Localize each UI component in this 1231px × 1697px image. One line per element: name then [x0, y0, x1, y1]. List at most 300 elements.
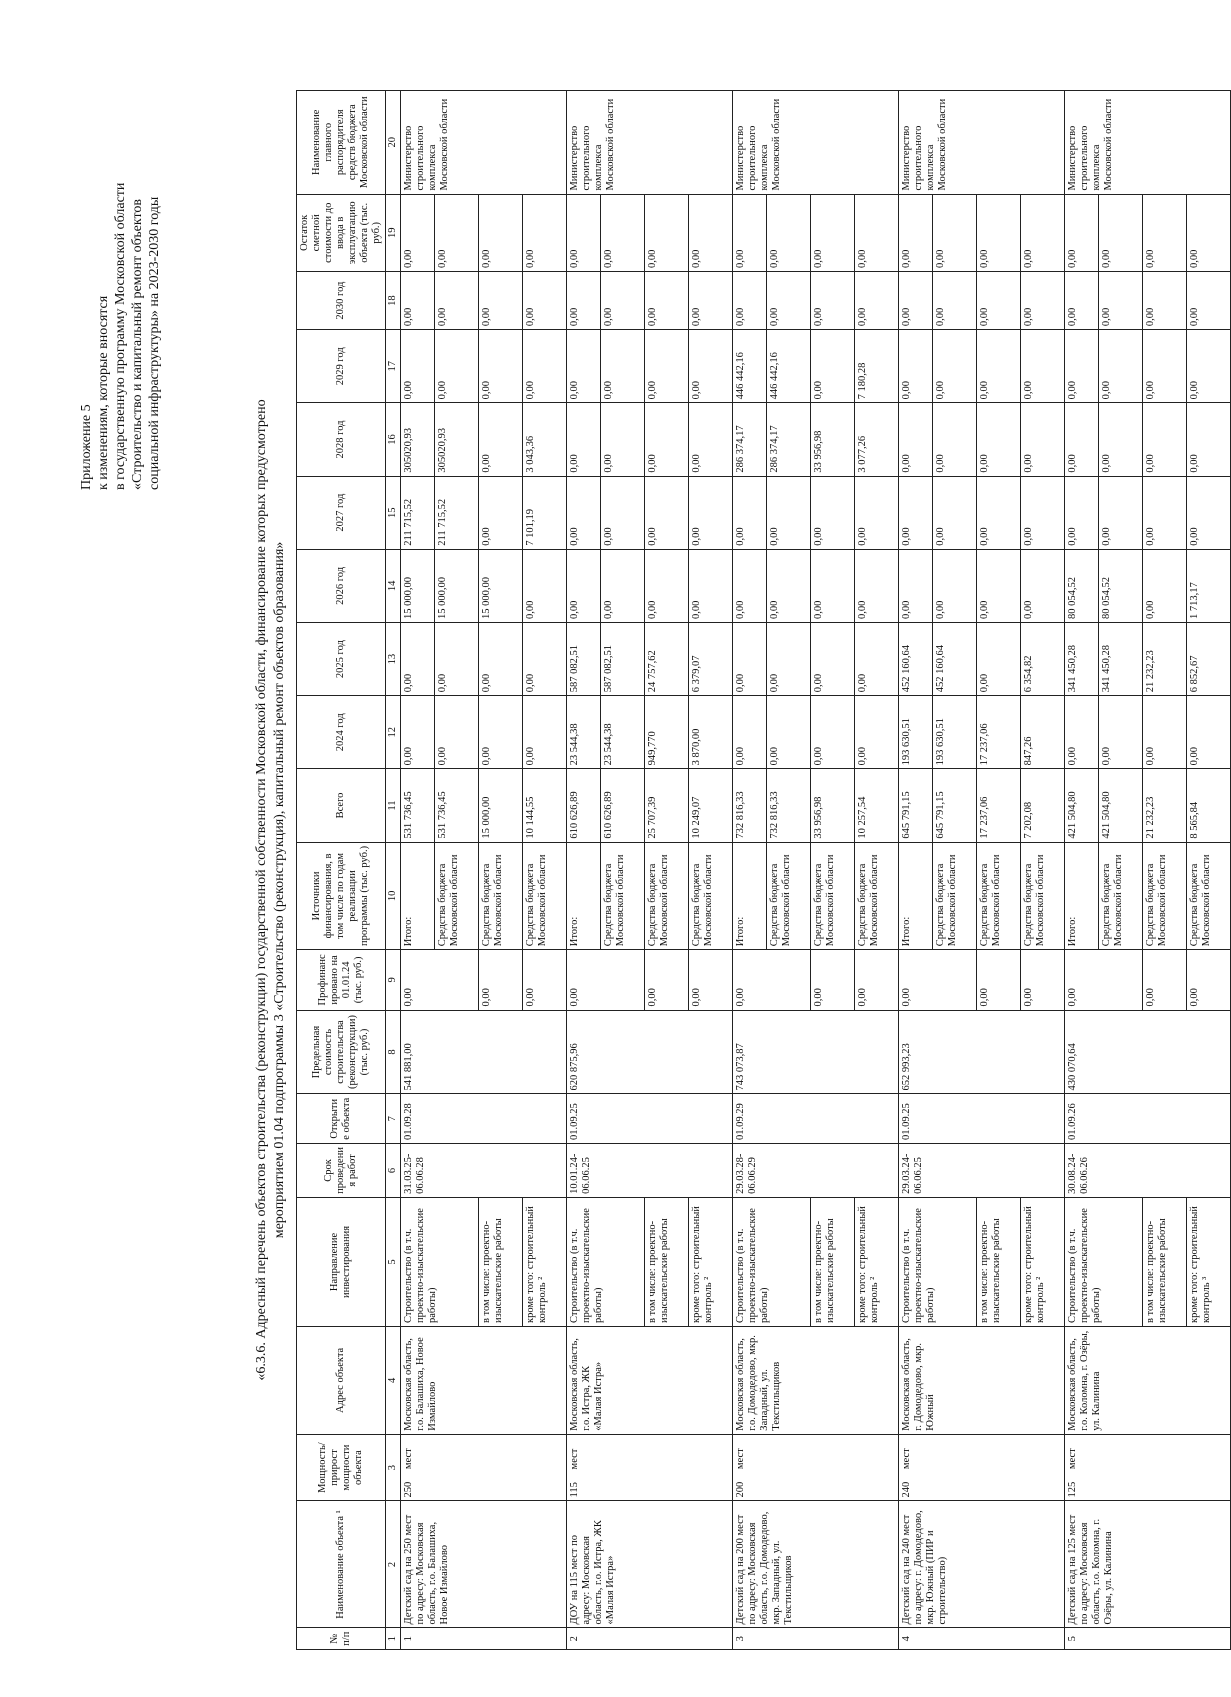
amount-cell: 587 082,51: [567, 622, 601, 695]
amount-cell: 0,00: [645, 330, 689, 403]
investment-direction: Строительство (в т.ч. проектно-изыскательские работы): [899, 1197, 977, 1326]
amount-cell: 0,00: [977, 403, 1021, 476]
limit-cost: 430 070,64: [1065, 1010, 1231, 1094]
appendix-line: к изменениям, которые вносятся: [96, 295, 111, 490]
amount-cell: 10 249,07: [689, 769, 733, 842]
amount-cell: 0,00: [767, 194, 811, 272]
capacity-value: 250: [403, 1481, 414, 1498]
funding-source: Средства бюджета Московской области: [1187, 842, 1231, 950]
amount-cell: 0,00: [733, 696, 767, 769]
financed-to-date: 0,00: [567, 950, 645, 1010]
object-capacity: [733, 1434, 899, 1501]
amount-cell: 193 630,51: [899, 696, 933, 769]
financed-to-date: 0,00: [899, 950, 977, 1010]
object-address: Московская область, г.о. Домодедово, мкр. Западный, ул. Текстильщиков: [733, 1327, 899, 1435]
investment-direction: в том числе: проектно-изыскательские работы: [645, 1197, 689, 1326]
amount-cell: 17 237,06: [977, 769, 1021, 842]
object-capacity: [567, 1434, 733, 1501]
work-period: 30.08.24-06.06.26: [1065, 1144, 1231, 1198]
capacity-unit: мест: [901, 1448, 912, 1472]
financed-to-date: 0,00: [1143, 950, 1187, 1010]
investment-direction: Строительство (в т.ч. проектно-изыскательские работы): [1065, 1197, 1143, 1326]
column-number: 7: [386, 1094, 401, 1144]
amount-cell: 0,00: [435, 330, 479, 403]
investment-direction: Строительство (в т.ч. проектно-изыскательские работы): [567, 1197, 645, 1326]
amount-cell: 0,00: [855, 476, 899, 549]
investment-direction: Строительство (в т.ч. проектно-изыскательские работы): [733, 1197, 811, 1326]
column-header: 2026 год: [297, 549, 386, 622]
table-row: [567, 91, 601, 1650]
amount-cell: 0,00: [567, 476, 601, 549]
amount-cell: 0,00: [601, 272, 645, 330]
amount-cell: 0,00: [811, 696, 855, 769]
amount-cell: 0,00: [977, 476, 1021, 549]
work-period: 29.03.28-06.06.29: [733, 1144, 899, 1198]
amount-cell: 0,00: [1099, 476, 1143, 549]
financed-to-date: 0,00: [811, 950, 855, 1010]
funding-source: Средства бюджета Московской области: [601, 842, 645, 950]
amount-cell: 0,00: [933, 194, 977, 272]
column-number: 5: [386, 1197, 401, 1326]
amount-cell: 25 707,39: [645, 769, 689, 842]
financed-to-date: 0,00: [1021, 950, 1065, 1010]
work-period: 31.03.25-06.06.28: [401, 1144, 567, 1198]
amount-cell: 0,00: [1021, 476, 1065, 549]
amount-cell: 0,00: [1065, 272, 1099, 330]
funding-source: Средства бюджета Московской области: [645, 842, 689, 950]
amount-cell: 10 144,55: [523, 769, 567, 842]
opening-date: 01.09.25: [567, 1094, 733, 1144]
appendix-line: Приложение 5: [79, 404, 94, 490]
amount-cell: 0,00: [689, 330, 733, 403]
amount-cell: 0,00: [1143, 476, 1187, 549]
funding-source: Средства бюджета Московской области: [933, 842, 977, 950]
amount-cell: 0,00: [567, 272, 601, 330]
appendix-line: социальной инфраструктуры» на 2023-2030 годы: [147, 196, 162, 490]
amount-cell: 0,00: [977, 622, 1021, 695]
amount-cell: 0,00: [811, 476, 855, 549]
amount-cell: 0,00: [811, 330, 855, 403]
amount-cell: 446 442,16: [733, 330, 767, 403]
column-header: Профинансировано на 01.01.24 (тыс. руб.): [297, 950, 386, 1010]
column-number: 13: [386, 622, 401, 695]
work-period: 29.03.24-06.06.25: [899, 1144, 1065, 1198]
amount-cell: 0,00: [1143, 403, 1187, 476]
amount-cell: 0,00: [523, 194, 567, 272]
column-header: Остаток сметной стоимости до ввода в эксплуатацию объекта (тыс. руб.): [297, 194, 386, 272]
amount-cell: 0,00: [689, 476, 733, 549]
column-number: 9: [386, 950, 401, 1010]
investment-direction: в том числе: проектно-изыскательские работы: [977, 1197, 1021, 1326]
amount-cell: 0,00: [523, 549, 567, 622]
amount-cell: 0,00: [977, 330, 1021, 403]
object-capacity: [401, 1434, 567, 1501]
amount-cell: 0,00: [401, 622, 435, 695]
financed-to-date: 0,00: [401, 950, 479, 1010]
amount-cell: 0,00: [933, 330, 977, 403]
capacity-unit: мест: [735, 1448, 746, 1472]
amount-cell: 610 626,89: [567, 769, 601, 842]
amount-cell: 0,00: [601, 330, 645, 403]
amount-cell: 0,00: [479, 330, 523, 403]
table-row: [401, 91, 435, 1650]
opening-date: 01.09.29: [733, 1094, 899, 1144]
financed-to-date: 0,00: [645, 950, 689, 1010]
amount-cell: 0,00: [645, 272, 689, 330]
amount-cell: 0,00: [811, 272, 855, 330]
object-name: Детский сад на 240 мест по адресу: г. Домодедово, мкр. Южный (ПИР и строительство): [899, 1501, 1065, 1628]
financed-to-date: 0,00: [1065, 950, 1143, 1010]
amount-cell: 211 715,52: [401, 476, 435, 549]
amount-cell: 193 630,51: [933, 696, 977, 769]
amount-cell: 0,00: [811, 549, 855, 622]
investment-direction: кроме того: строительный контроль ²: [523, 1197, 567, 1326]
amount-cell: 0,00: [733, 622, 767, 695]
amount-cell: 8 565,84: [1187, 769, 1231, 842]
amount-cell: 0,00: [733, 476, 767, 549]
amount-cell: 0,00: [1143, 696, 1187, 769]
column-header: 2030 год: [297, 272, 386, 330]
object-name: ДОУ на 115 мест по адресу: Московская область, г.о. Истра, ЖК «Малая Истра»: [567, 1501, 733, 1628]
amount-cell: 0,00: [1021, 403, 1065, 476]
capacity-unit: мест: [569, 1448, 580, 1473]
amount-cell: 610 626,89: [601, 769, 645, 842]
amount-cell: 0,00: [1143, 194, 1187, 272]
column-number: 14: [386, 549, 401, 622]
column-number: 10: [386, 842, 401, 950]
funding-source: Итого:: [899, 842, 933, 950]
limit-cost: 652 993,23: [899, 1010, 1065, 1094]
title-line: «6.3.6. Адресный перечень объектов строительства (реконструкции) государственной собственности Московской области, финансирование которых предусмотрено: [254, 399, 269, 1381]
address-list-table: [296, 90, 1231, 1650]
financed-to-date: 0,00: [855, 950, 899, 1010]
investment-direction: в том числе: проектно-изыскательские работы: [811, 1197, 855, 1326]
object-number: 2: [567, 1628, 733, 1650]
capacity-unit: мест: [403, 1448, 414, 1472]
column-header: Наименование объекта ¹: [297, 1501, 386, 1628]
amount-cell: 0,00: [1065, 696, 1099, 769]
column-header: 2027 год: [297, 476, 386, 549]
amount-cell: 531 736,45: [435, 769, 479, 842]
object-address: Московская область, г.о. Истра, ЖК «Малая Истра»: [567, 1327, 733, 1435]
column-number: 18: [386, 272, 401, 330]
amount-cell: 452 160,64: [933, 622, 977, 695]
amount-cell: 0,00: [1187, 194, 1231, 272]
amount-cell: 0,00: [645, 194, 689, 272]
column-number-row: [386, 91, 401, 1650]
amount-cell: 0,00: [733, 272, 767, 330]
amount-cell: 0,00: [401, 696, 435, 769]
amount-cell: 0,00: [899, 194, 933, 272]
header-row: [297, 91, 386, 1650]
object-name: Детский сад на 125 мест по адресу: Московская область, г.о. Коломна, г. Озёры, ул. Калинина: [1065, 1501, 1231, 1628]
amount-cell: 0,00: [479, 622, 523, 695]
amount-cell: 0,00: [435, 194, 479, 272]
amount-cell: 33 956,98: [811, 403, 855, 476]
amount-cell: 0,00: [479, 194, 523, 272]
amount-cell: 0,00: [435, 622, 479, 695]
funding-source: Итого:: [1065, 842, 1099, 950]
amount-cell: 0,00: [733, 194, 767, 272]
amount-cell: 0,00: [899, 476, 933, 549]
column-number: 19: [386, 194, 401, 272]
amount-cell: 0,00: [977, 549, 1021, 622]
object-number: 1: [401, 1628, 567, 1650]
object-address: Московская область, г.о. Балашиха, Новое Измайлово: [401, 1327, 567, 1435]
amount-cell: 0,00: [479, 696, 523, 769]
amount-cell: 341 450,28: [1065, 622, 1099, 695]
opening-date: 01.09.28: [401, 1094, 567, 1144]
amount-cell: 286 374,17: [767, 403, 811, 476]
investment-direction: в том числе: проектно-изыскательские работы: [1143, 1197, 1187, 1326]
amount-cell: 0,00: [1143, 330, 1187, 403]
amount-cell: 286 374,17: [733, 403, 767, 476]
amount-cell: 0,00: [689, 403, 733, 476]
financed-to-date: 0,00: [977, 950, 1021, 1010]
amount-cell: 0,00: [435, 272, 479, 330]
amount-cell: 7 202,08: [1021, 769, 1065, 842]
amount-cell: 732 816,33: [767, 769, 811, 842]
amount-cell: 732 816,33: [733, 769, 767, 842]
amount-cell: 0,00: [1099, 403, 1143, 476]
document-title: [253, 290, 289, 1490]
amount-cell: 421 504,80: [1065, 769, 1099, 842]
amount-cell: 0,00: [767, 622, 811, 695]
amount-cell: 3 077,26: [855, 403, 899, 476]
amount-cell: 0,00: [1021, 272, 1065, 330]
object-number: 3: [733, 1628, 899, 1650]
amount-cell: 0,00: [1065, 194, 1099, 272]
amount-cell: 0,00: [645, 549, 689, 622]
amount-cell: 0,00: [601, 549, 645, 622]
amount-cell: 0,00: [1143, 549, 1187, 622]
amount-cell: 0,00: [601, 476, 645, 549]
financed-to-date: 0,00: [733, 950, 811, 1010]
amount-cell: 0,00: [1099, 194, 1143, 272]
funding-source: Итого:: [401, 842, 435, 950]
amount-cell: 0,00: [855, 549, 899, 622]
object-address: Московская область, г. Домодедово, мкр. Южный: [899, 1327, 1065, 1435]
amount-cell: 0,00: [479, 272, 523, 330]
amount-cell: 0,00: [567, 403, 601, 476]
amount-cell: 6 354,82: [1021, 622, 1065, 695]
investment-direction: кроме того: строительный контроль ²: [855, 1197, 899, 1326]
amount-cell: 0,00: [1065, 403, 1099, 476]
financed-to-date: 0,00: [479, 950, 523, 1010]
work-period: 10.01.24-06.06.25: [567, 1144, 733, 1198]
amount-cell: 0,00: [933, 403, 977, 476]
amount-cell: 6 852,67: [1187, 622, 1231, 695]
amount-cell: 0,00: [899, 330, 933, 403]
amount-cell: 0,00: [733, 549, 767, 622]
column-number: 11: [386, 769, 401, 842]
amount-cell: 21 232,23: [1143, 769, 1187, 842]
amount-cell: 23 544,38: [601, 696, 645, 769]
object-number: 5: [1065, 1628, 1231, 1650]
investment-direction: Строительство (в т.ч. проектно-изыскательские работы): [401, 1197, 479, 1326]
amount-cell: 0,00: [1099, 696, 1143, 769]
capacity-value: 240: [901, 1481, 912, 1498]
object-capacity: [899, 1434, 1065, 1501]
funding-source: Средства бюджета Московской области: [855, 842, 899, 950]
column-number: 4: [386, 1327, 401, 1435]
column-header: 2024 год: [297, 696, 386, 769]
amount-cell: 949,770: [645, 696, 689, 769]
amount-cell: 0,00: [767, 549, 811, 622]
funding-source: Итого:: [567, 842, 601, 950]
amount-cell: 24 757,62: [645, 622, 689, 695]
column-header: Наименование главного распорядителя средств бюджета Московской области: [297, 91, 386, 195]
appendix-line: «Строительство и капитальный ремонт объектов: [130, 198, 145, 490]
amount-cell: 446 442,16: [767, 330, 811, 403]
amount-cell: 587 082,51: [601, 622, 645, 695]
amount-cell: 0,00: [601, 194, 645, 272]
financed-to-date: 0,00: [689, 950, 733, 1010]
funding-source: Средства бюджета Московской области: [1143, 842, 1187, 950]
funding-source: Итого:: [733, 842, 767, 950]
amount-cell: 0,00: [645, 403, 689, 476]
column-number: 8: [386, 1010, 401, 1094]
ministry-name: Министерство строительного комплекса Московской области: [401, 91, 567, 195]
column-header: Всего: [297, 769, 386, 842]
amount-cell: 0,00: [523, 622, 567, 695]
amount-cell: 305020,93: [435, 403, 479, 476]
ministry-name: Министерство строительного комплекса Московской области: [1065, 91, 1231, 195]
amount-cell: 7 180,28: [855, 330, 899, 403]
amount-cell: 33 956,98: [811, 769, 855, 842]
amount-cell: 0,00: [767, 476, 811, 549]
amount-cell: 0,00: [1187, 403, 1231, 476]
amount-cell: 0,00: [567, 194, 601, 272]
amount-cell: 0,00: [435, 696, 479, 769]
column-number: 12: [386, 696, 401, 769]
column-number: 3: [386, 1434, 401, 1501]
object-capacity: [1065, 1434, 1231, 1501]
column-header: 2025 год: [297, 622, 386, 695]
funding-source: Средства бюджета Московской области: [523, 842, 567, 950]
column-header: Мощность/ прирост мощности объекта: [297, 1434, 386, 1501]
amount-cell: 0,00: [645, 476, 689, 549]
amount-cell: 0,00: [689, 272, 733, 330]
investment-direction: кроме того: строительный контроль ²: [689, 1197, 733, 1326]
column-header: Адрес объекта: [297, 1327, 386, 1435]
amount-cell: 0,00: [601, 403, 645, 476]
column-header: 2029 год: [297, 330, 386, 403]
column-header: Направление инвестирования: [297, 1197, 386, 1326]
limit-cost: 743 073,87: [733, 1010, 899, 1094]
amount-cell: 645 791,15: [933, 769, 977, 842]
capacity-value: 200: [735, 1481, 746, 1498]
column-header: Открытие объекта: [297, 1094, 386, 1144]
column-header: № п/п: [297, 1628, 386, 1650]
amount-cell: 531 736,45: [401, 769, 435, 842]
appendix-line: в государственную программу Московской области: [113, 182, 128, 490]
amount-cell: 0,00: [1021, 194, 1065, 272]
amount-cell: 0,00: [933, 272, 977, 330]
amount-cell: 0,00: [567, 330, 601, 403]
amount-cell: 0,00: [523, 330, 567, 403]
amount-cell: 0,00: [811, 194, 855, 272]
amount-cell: 0,00: [1187, 476, 1231, 549]
investment-direction: кроме того: строительный контроль ³: [1187, 1197, 1231, 1326]
amount-cell: 0,00: [1021, 330, 1065, 403]
amount-cell: 15 000,00: [479, 549, 523, 622]
amount-cell: 21 232,23: [1143, 622, 1187, 695]
amount-cell: 0,00: [855, 622, 899, 695]
capacity-unit: мест: [1067, 1448, 1078, 1472]
title-line: мероприятием 01.04 подпрограммы 3 «Строительство (реконструкция), капитальный ремонт объектов образования»: [272, 541, 287, 1239]
capacity-value: 115: [569, 1482, 580, 1498]
ministry-name: Министерство строительного комплекса Московской области: [567, 91, 733, 195]
column-number: 16: [386, 403, 401, 476]
amount-cell: 0,00: [977, 272, 1021, 330]
amount-cell: 0,00: [855, 272, 899, 330]
ministry-name: Министерство строительного комплекса Московской области: [899, 91, 1065, 195]
amount-cell: 0,00: [899, 549, 933, 622]
amount-cell: 0,00: [1187, 696, 1231, 769]
amount-cell: 0,00: [855, 696, 899, 769]
object-address: Московская область, г.о. Коломна, г. Озёры, ул. Калинина: [1065, 1327, 1231, 1435]
amount-cell: 0,00: [899, 272, 933, 330]
amount-cell: 305020,93: [401, 403, 435, 476]
amount-cell: 0,00: [767, 272, 811, 330]
column-number: 6: [386, 1144, 401, 1198]
amount-cell: 0,00: [479, 403, 523, 476]
funding-source: Средства бюджета Московской области: [977, 842, 1021, 950]
amount-cell: 3 870,00: [689, 696, 733, 769]
amount-cell: 0,00: [1187, 330, 1231, 403]
appendix-header: [78, 70, 163, 490]
amount-cell: 341 450,28: [1099, 622, 1143, 695]
amount-cell: 0,00: [523, 696, 567, 769]
amount-cell: 0,00: [401, 272, 435, 330]
amount-cell: 0,00: [1065, 330, 1099, 403]
amount-cell: 17 237,06: [977, 696, 1021, 769]
rotated-page: [38, 70, 1212, 1670]
column-header: Срок проведения работ: [297, 1144, 386, 1198]
amount-cell: 0,00: [1021, 549, 1065, 622]
amount-cell: 0,00: [933, 549, 977, 622]
funding-source: Средства бюджета Московской области: [811, 842, 855, 950]
amount-cell: 0,00: [1099, 330, 1143, 403]
funding-source: Средства бюджета Московской области: [689, 842, 733, 950]
amount-cell: 0,00: [689, 194, 733, 272]
amount-cell: 0,00: [767, 696, 811, 769]
amount-cell: 0,00: [977, 194, 1021, 272]
amount-cell: 0,00: [1143, 272, 1187, 330]
column-number: 20: [386, 91, 401, 195]
opening-date: 01.09.25: [899, 1094, 1065, 1144]
funding-source: Средства бюджета Московской области: [435, 842, 479, 950]
amount-cell: 10 257,54: [855, 769, 899, 842]
financed-to-date: 0,00: [523, 950, 567, 1010]
investment-direction: в том числе: проектно-изыскательские работы: [479, 1197, 523, 1326]
amount-cell: 0,00: [567, 549, 601, 622]
financed-to-date: 0,00: [1187, 950, 1231, 1010]
amount-cell: 645 791,15: [899, 769, 933, 842]
amount-cell: 0,00: [1187, 272, 1231, 330]
amount-cell: 0,00: [899, 403, 933, 476]
funding-source: Средства бюджета Московской области: [1021, 842, 1065, 950]
funding-source: Средства бюджета Московской области: [479, 842, 523, 950]
amount-cell: 452 160,64: [899, 622, 933, 695]
amount-cell: 0,00: [1099, 272, 1143, 330]
amount-cell: 0,00: [401, 330, 435, 403]
amount-cell: 7 101,19: [523, 476, 567, 549]
amount-cell: 0,00: [811, 622, 855, 695]
amount-cell: 6 379,07: [689, 622, 733, 695]
amount-cell: 847,26: [1021, 696, 1065, 769]
